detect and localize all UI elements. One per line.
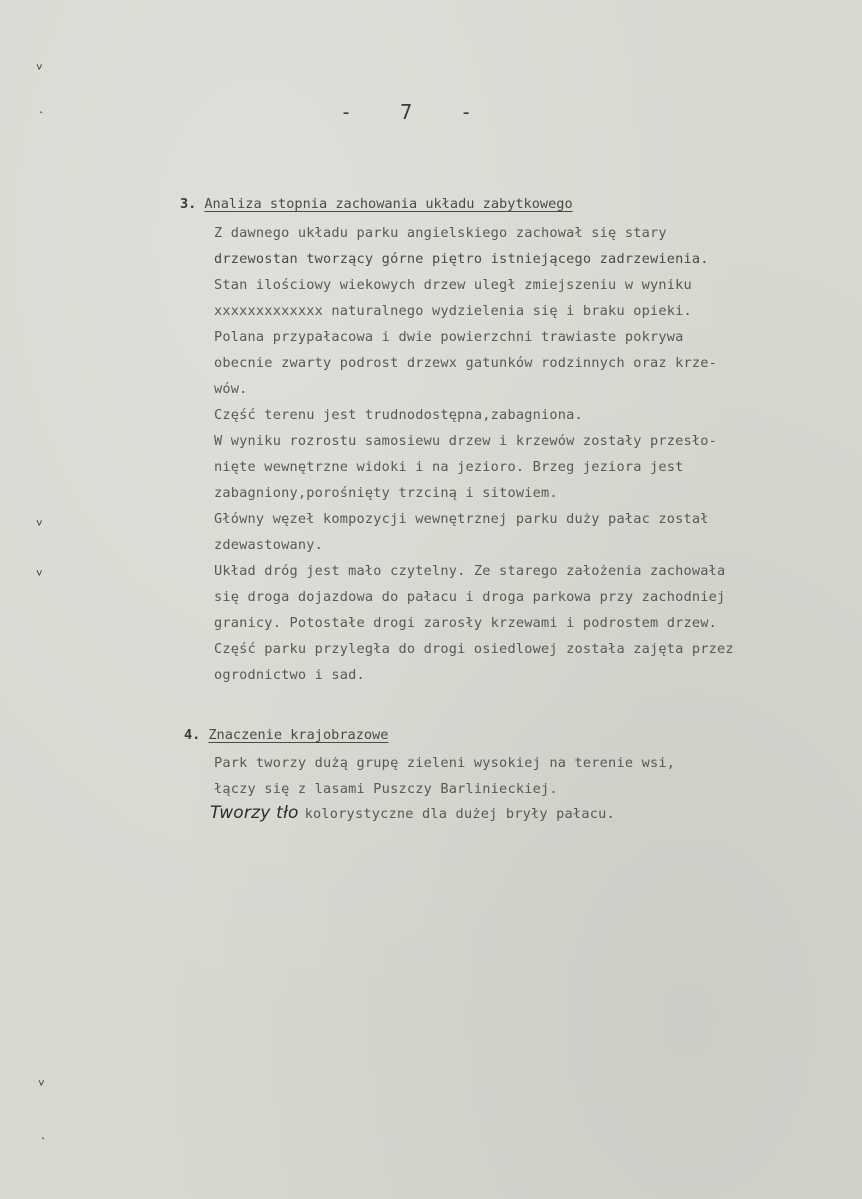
margin-mark: ˛ — [38, 101, 45, 114]
handwritten-insertion: Tworzy tło — [210, 803, 299, 823]
section-3-heading — [180, 196, 573, 212]
section-4-number: 4. — [184, 727, 201, 743]
section-3-line: nięte wewnętrzne widoki i na jezioro. Brzeg jeziora jest — [214, 459, 684, 475]
section-3-line: ogrodnictwo i sad. — [214, 667, 365, 683]
section-3-number: 3. — [180, 196, 197, 212]
margin-mark: ˛ — [40, 1127, 47, 1140]
section-3-line: drzewostan tworzący górne piętro istniejącego zadrzewienia. — [214, 251, 709, 267]
section-3-line: Główny węzeł kompozycji wewnętrznej parku duży pałac został — [214, 511, 709, 527]
section-3-line: Część terenu jest trudnodostępna,zabagniona. — [214, 407, 583, 423]
section-3-line: obecnie zwarty podrost drzewx gatunków rodzinnych oraz krze- — [214, 355, 718, 371]
section-4-line: Park tworzy dużą grupę zieleni wysokiej na terenie wsi, — [214, 755, 676, 771]
section-3-line: Stan ilościowy wiekowych drzew uległ zmiejszeniu w wyniku — [214, 277, 692, 293]
section-3-line: granicy. Potostałe drogi zarosły krzewami i podrostem drzew. — [214, 615, 718, 631]
section-3-line: Z dawnego układu parku angielskiego zachował się stary — [214, 225, 667, 241]
section-4-title: Znaczenie krajobrazowe — [208, 727, 389, 743]
section-4-heading — [184, 727, 388, 743]
page-number: - 7 - — [340, 100, 491, 124]
section-4-line — [210, 803, 615, 823]
section-3-line: Polana przypałacowa i dwie powierzchni trawiaste pokrywa — [214, 329, 684, 345]
margin-mark: ˅ — [36, 61, 43, 74]
section-3-line: wów. — [214, 381, 248, 397]
margin-mark: ˅ — [36, 517, 43, 530]
margin-mark: ˅ — [36, 567, 43, 580]
section-3-title: Analiza stopnia zachowania układu zabytkowego — [204, 196, 573, 212]
section-3-line: zabagniony,porośnięty trzciną i sitowiem. — [214, 485, 558, 501]
section-3-line: się droga dojazdowa do pałacu i droga parkowa przy zachodniej — [214, 589, 726, 605]
margin-mark: ˅ — [38, 1077, 45, 1090]
section-3-line: W wyniku rozrostu samosiewu drzew i krzewów zostały przesło- — [214, 433, 718, 449]
section-3-line: xxxxxxxxxxxxx naturalnego wydzielenia się i braku opieki. — [214, 303, 692, 319]
section-4-line: łączy się z lasami Puszczy Barlinieckiej. — [214, 781, 558, 797]
section-3-line: Część parku przyległa do drogi osiedlowej została zajęta przez — [214, 641, 734, 657]
section-3-line: Układ dróg jest mało czytelny. Ze starego założenia zachowała — [214, 563, 726, 579]
section-4-last-line: kolorystyczne dla dużej bryły pałacu. — [304, 806, 615, 822]
section-3-line: zdewastowany. — [214, 537, 323, 553]
